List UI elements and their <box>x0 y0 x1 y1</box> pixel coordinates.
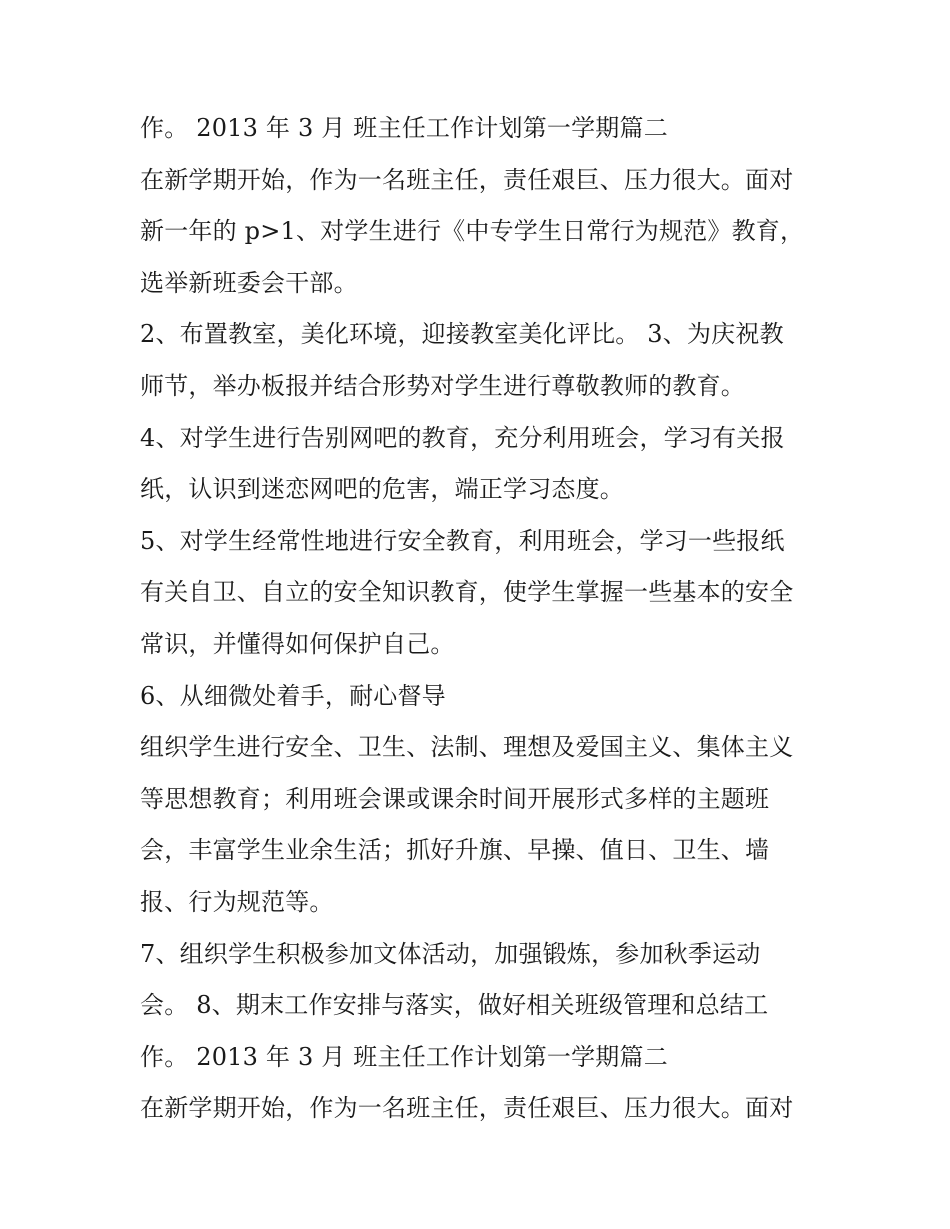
document-body <box>140 103 830 1135</box>
text-line: 纸，认识到迷恋网吧的危害，端正学习态度。 <box>140 475 624 504</box>
text-line: 2、布置教室，美化环境，迎接教室美化评比。 3、为庆祝教 <box>140 320 784 349</box>
text-line: 7、组织学生积极参加文体活动，加强锻炼，参加秋季运动 <box>140 939 761 968</box>
text-line: 有关自卫、自立的安全知识教育，使学生掌握一些基本的安全 <box>140 578 794 607</box>
text-line: 5、对学生经常性地进行安全教育，利用班会，学习一些报纸 <box>140 526 785 555</box>
text-line: 报、行为规范等。 <box>140 887 334 916</box>
text-line: 选举新班委会干部。 <box>140 268 358 297</box>
text-line: 等思想教育；利用班会课或课余时间开展形式多样的主题班 <box>140 784 770 813</box>
text-line: 作。 2013 年 3 月 班主任工作计划第一学期篇二 <box>140 1042 668 1071</box>
text-line: 在新学期开始，作为一名班主任，责任艰巨、压力很大。面对 <box>140 165 794 194</box>
text-line: 会。 8、期末工作安排与落实，做好相关班级管理和总结工 <box>140 991 769 1020</box>
text-line: 4、对学生进行告别网吧的教育，充分利用班会，学习有关报 <box>140 423 785 452</box>
text-line: 在新学期开始，作为一名班主任，责任艰巨、压力很大。面对 <box>140 1094 794 1123</box>
text-line: 会，丰富学生业余生活；抓好升旗、早操、值日、卫生、墙 <box>140 836 770 865</box>
text-line: 常识，并懂得如何保护自己。 <box>140 629 455 658</box>
text-line: 6、从细微处着手，耐心督导 <box>140 681 446 710</box>
text-line: 组织学生进行安全、卫生、法制、理想及爱国主义、集体主义 <box>140 733 794 762</box>
text-line: 师节，举办板报并结合形势对学生进行尊敬教师的教育。 <box>140 371 745 400</box>
text-line: 作。 2013 年 3 月 班主任工作计划第一学期篇二 <box>140 114 668 142</box>
text-line: 新一年的 p>1、对学生进行《中专学生日常行为规范》教育， <box>140 217 805 246</box>
